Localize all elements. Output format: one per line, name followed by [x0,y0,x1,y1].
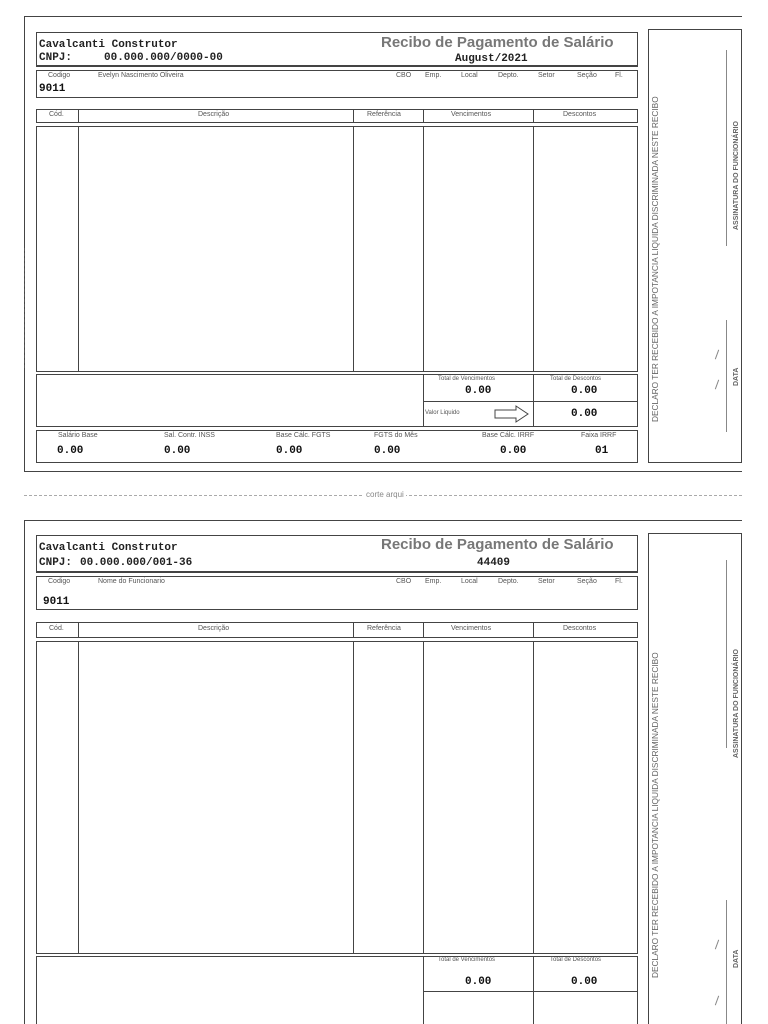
totals-divider [423,956,424,1024]
col-descontos: Descontos [563,625,597,632]
date-line [726,900,727,1024]
company-name: Cavalcanti Construtor [39,39,178,51]
totals-divider-h [423,991,638,992]
body-divider [78,126,79,372]
liquid-value: 0.00 [571,408,598,420]
bottom-value-salario-base: 0.00 [57,445,84,457]
field-cbo: CBO [396,578,412,585]
total-vencimentos: 0.00 [465,385,492,397]
totals-divider-h [423,401,638,402]
body-divider [353,126,354,372]
bottom-label-base-calc-irrf: Base Cálc. IRRF [482,432,535,439]
total-vencimentos-label: Total de Vencimentos [438,957,496,963]
company-name: Cavalcanti Construtor [39,542,178,554]
bottom-label-base-calc-fgts: Base Cálc. FGTS [276,432,331,439]
employee-name: Nome do Funcionario [98,578,165,585]
code-label: Codigo [48,578,71,585]
field-fl: Fl. [615,578,623,585]
body-divider [533,641,534,954]
body-divider [78,641,79,954]
receipt1-bottom-border [24,471,742,472]
signature-panel [648,533,742,1024]
cnpj-label: CNPJ: [39,557,73,569]
bottom-label-salario-base: Salário Base [58,432,98,439]
bottom-value-sal-contr-inss: 0.00 [164,445,191,457]
col-divider [78,109,79,123]
cnpj-label: CNPJ: [39,52,73,64]
col-cod: Cód. [49,111,64,118]
field-setor: Setor [538,578,555,585]
column-header-box [36,622,638,638]
field-emp: Emp. [425,72,442,79]
col-divider [533,622,534,638]
field-depto: Depto. [498,72,519,79]
bottom-label-faixa-irrf: Faixa IRRF [581,432,617,439]
items-body [36,641,638,954]
receipt-title: Recibo de Pagamento de Salário [381,536,614,553]
liquid-label: Valor Liquido [425,410,460,416]
arrow-right-icon [494,405,530,423]
code-label: Codigo [48,72,71,79]
side-signature: ASSINATURA DO FUNCIONÁRIO [733,649,740,758]
items-body [36,126,638,372]
cnpj-value: 00.000.000/0000-00 [104,52,223,64]
period: August/2021 [455,53,528,65]
col-divider [353,109,354,123]
total-descontos: 0.00 [571,976,598,988]
col-descontos: Descontos [563,111,597,118]
field-emp: Emp. [425,578,442,585]
bottom-value-fgts-mes: 0.00 [374,445,401,457]
side-declaration: DECLARO TER RECEBIDO A IMPOTANCIA LIQUIDA DISCRIMINADA NESTE RECIBO [650,652,660,978]
field-local: Local [461,72,478,79]
total-descontos-label: Total de Descontos [550,957,602,963]
col-cod: Cód. [49,625,64,632]
receipt1-left-dash [24,248,25,368]
col-divider [423,109,424,123]
totals-divider [533,956,534,1024]
column-header-box [36,109,638,123]
body-divider [533,126,534,372]
body-divider [423,641,424,954]
employee-code: 9011 [39,83,66,95]
receipt2-left-border [24,520,25,1024]
side-date: DATA [733,367,740,386]
body-divider [423,126,424,372]
receipt1-left-border [24,16,25,472]
col-referencia: Referência [367,111,401,118]
bottom-label-fgts-mes: FGTS do Mês [374,432,418,439]
header-divider [36,572,638,573]
total-vencimentos: 0.00 [465,976,492,988]
receipt2-top-border [24,520,742,521]
side-signature: ASSINATURA DO FUNCIONÁRIO [733,121,740,230]
bottom-value-base-calc-fgts: 0.00 [276,445,303,457]
col-descricao: Descrição [198,111,230,118]
field-fl: Fl. [615,72,623,79]
bottom-label-sal-contr-inss: Sal. Contr. INSS [164,432,215,439]
date-line [726,320,727,432]
col-divider [533,109,534,123]
col-vencimentos: Vencimentos [451,111,492,118]
total-descontos-label: Total de Descontos [550,376,602,382]
bottom-value-base-calc-irrf: 0.00 [500,445,527,457]
total-vencimentos-label: Total de Vencimentos [438,376,496,382]
totals-box [36,956,638,1024]
period: 44409 [477,557,511,569]
cut-label: corte arqui [366,490,404,499]
field-setor: Setor [538,72,555,79]
field-cbo: CBO [396,72,412,79]
header-divider [36,66,638,67]
field-depto: Depto. [498,578,519,585]
total-descontos: 0.00 [571,385,598,397]
col-divider [423,622,424,638]
signature-panel [648,29,742,463]
field-local: Local [461,578,478,585]
bottom-info-box [36,430,638,463]
body-divider [353,641,354,954]
signature-line [726,50,727,246]
receipt-title: Recibo de Pagamento de Salário [381,34,614,51]
bottom-value-faixa-irrf: 01 [595,445,609,457]
cnpj-value: 00.000.000/001-36 [80,557,193,569]
col-divider [353,622,354,638]
col-referencia: Referência [367,625,401,632]
receipt1-top-border [24,16,742,17]
col-descricao: Descrição [198,625,230,632]
col-divider [78,622,79,638]
signature-line [726,560,727,748]
employee-code: 9011 [43,596,70,608]
side-declaration: DECLARO TER RECEBIDO A IMPOTANCIA LIQUIDA DISCRIMINADA NESTE RECIBO [650,96,660,422]
side-date: DATA [733,949,740,968]
field-secao: Seção [577,72,597,79]
employee-name: Evelyn Nascimento Oliveira [98,72,184,79]
col-vencimentos: Vencimentos [451,625,492,632]
field-secao: Seção [577,578,597,585]
